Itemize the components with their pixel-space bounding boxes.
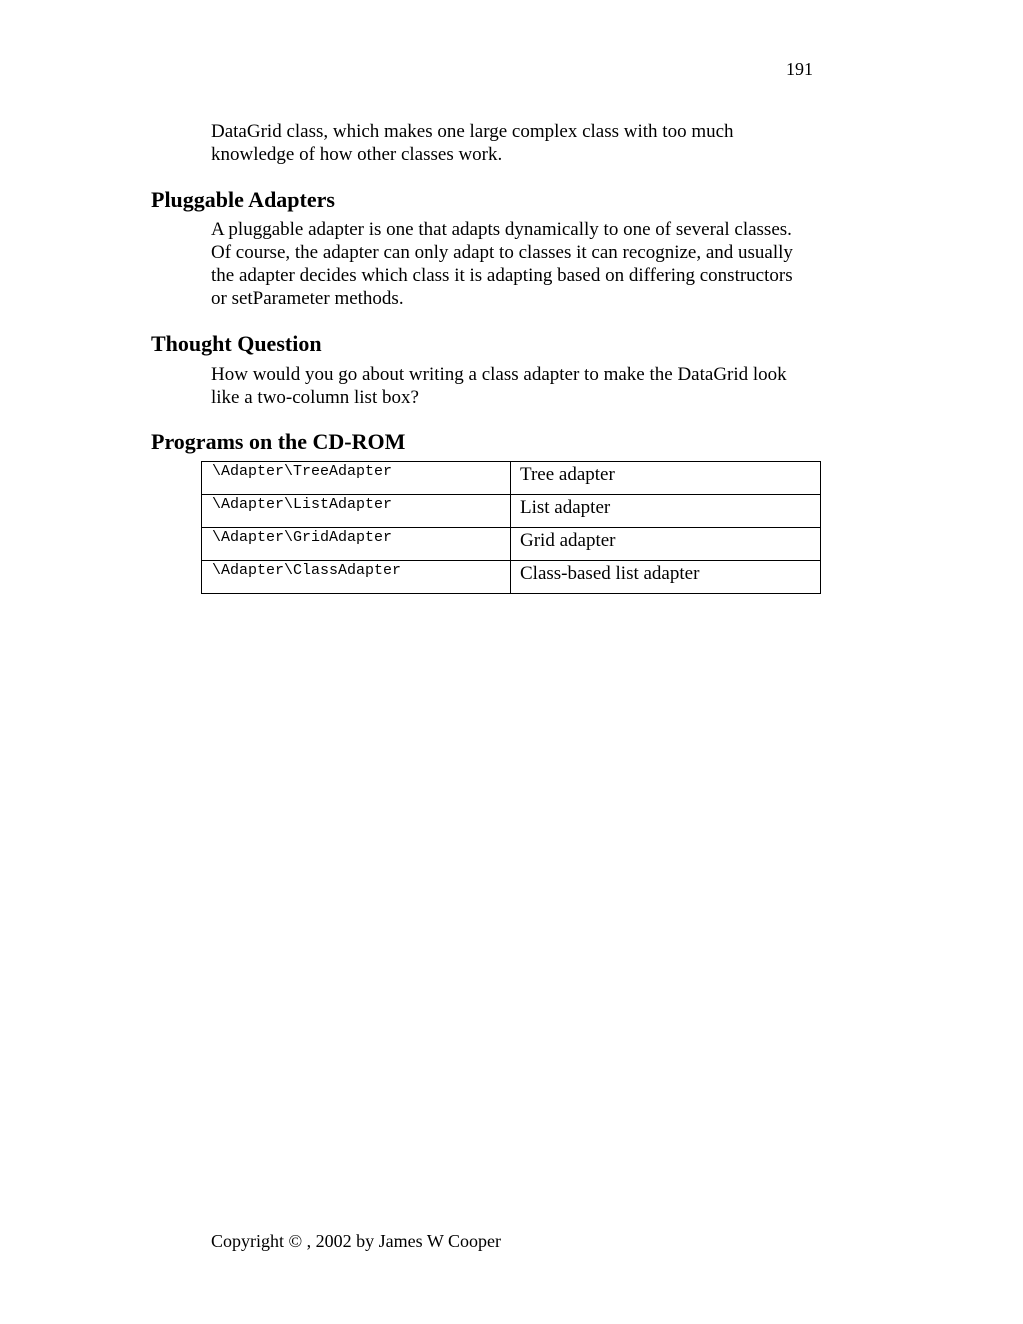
- program-description-cell: List adapter: [511, 495, 821, 528]
- table-row: [202, 495, 821, 528]
- section-heading-pluggable-adapters: Pluggable Adapters: [151, 187, 335, 212]
- copyright-footer: Copyright © , 2002 by James W Cooper: [211, 1231, 501, 1251]
- programs-table: [201, 461, 821, 594]
- program-path-cell: \Adapter\ClassAdapter: [202, 561, 511, 594]
- table-row: [202, 528, 821, 561]
- section-body-thought-question: How would you go about writing a class adapter to make the DataGrid look like a two-column list box?: [211, 364, 787, 408]
- program-description-cell: Grid adapter: [511, 528, 821, 561]
- page-number: 191: [786, 59, 813, 79]
- section-body-pluggable-adapters: A pluggable adapter is one that adapts dynamically to one of several classes. Of course, the adapter can only adapt to classes it can recognize, and usually the adapter decides which class it is adapting based on differing constructors or setParameter methods.: [211, 219, 793, 309]
- program-path-cell: \Adapter\GridAdapter: [202, 528, 511, 561]
- program-description-cell: Class-based list adapter: [511, 561, 821, 594]
- program-path-cell: \Adapter\TreeAdapter: [202, 462, 511, 495]
- program-description-cell: Tree adapter: [511, 462, 821, 495]
- table-row: [202, 462, 821, 495]
- table-row: [202, 561, 821, 594]
- section-heading-thought-question: Thought Question: [151, 331, 322, 356]
- section-heading-programs-on-cd-rom: Programs on the CD-ROM: [151, 429, 406, 454]
- program-path-cell: \Adapter\ListAdapter: [202, 495, 511, 528]
- intro-paragraph: DataGrid class, which makes one large complex class with too much knowledge of how other classes work.: [211, 121, 734, 165]
